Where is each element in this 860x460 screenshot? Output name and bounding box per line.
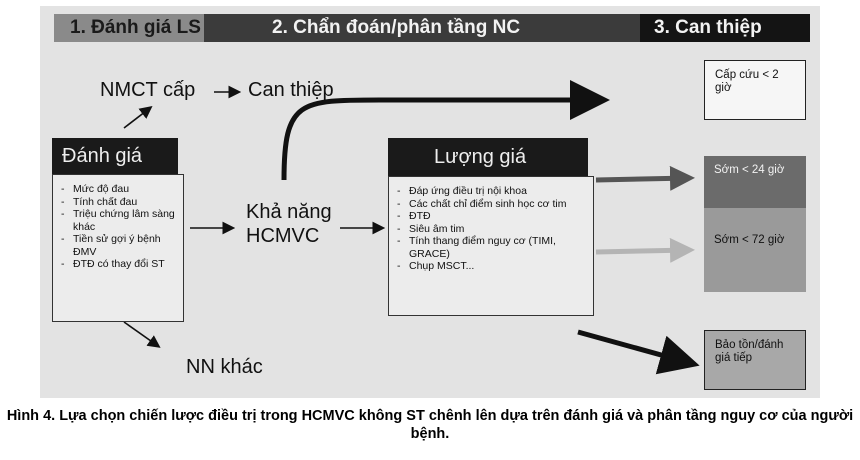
luong-gia-list [389, 177, 593, 273]
outcome-som-72: Sớm < 72 giờ [704, 208, 806, 292]
danh-gia-list [53, 175, 183, 271]
nn-khac-label: NN khác [186, 356, 263, 378]
danh-gia-title: Đánh giá [52, 138, 178, 174]
luong-gia-item: - Đáp ứng điều trị nội khoa [409, 185, 593, 198]
outcome-som-24: Sớm < 24 giờ [704, 156, 806, 208]
outcome-bao-ton: Bảo tồn/đánh giá tiếp [704, 330, 806, 390]
luong-gia-item: - Các chất chỉ điểm sinh học cơ tim [409, 198, 593, 211]
danh-gia-item: - Triệu chứng lâm sàng khác [73, 208, 183, 233]
luong-gia-item: - ĐTĐ [409, 210, 593, 223]
luong-gia-box [388, 176, 594, 316]
figure-caption: Hình 4. Lựa chọn chiến lược điều trị trong HCMVC không ST chênh lên dựa trên đánh giá và phân tầng nguy cơ của người bệnh. [6, 408, 854, 442]
danh-gia-item: - Tính chất đau [73, 196, 183, 209]
luong-gia-item: - Tính thang điểm nguy cơ (TIMI, GRACE) [409, 235, 593, 260]
danh-gia-box [52, 174, 184, 322]
outcome-cap-cuu: Cấp cứu < 2 giờ [704, 60, 806, 120]
luong-gia-item: - Chụp MSCT... [409, 260, 593, 273]
luong-gia-item: - Siêu âm tim [409, 223, 593, 236]
danh-gia-item: - Mức độ đau [73, 183, 183, 196]
can-thiep-label: Can thiệp [248, 79, 334, 101]
luong-gia-title: Lượng giá [388, 138, 588, 176]
danh-gia-item: - Tiền sử gợi ý bệnh ĐMV [73, 233, 183, 258]
danh-gia-item: - ĐTĐ có thay đổi ST [73, 258, 183, 271]
header-step3: 3. Can thiệp [654, 17, 762, 38]
nmct-cap-label: NMCT cấp [100, 79, 196, 101]
kha-nang-hcmvc-label: Khả năng HCMVC [246, 201, 332, 247]
header-step1: 1. Đánh giá LS [70, 17, 201, 38]
header-step2: 2. Chẩn đoán/phân tầng NC [272, 17, 521, 38]
